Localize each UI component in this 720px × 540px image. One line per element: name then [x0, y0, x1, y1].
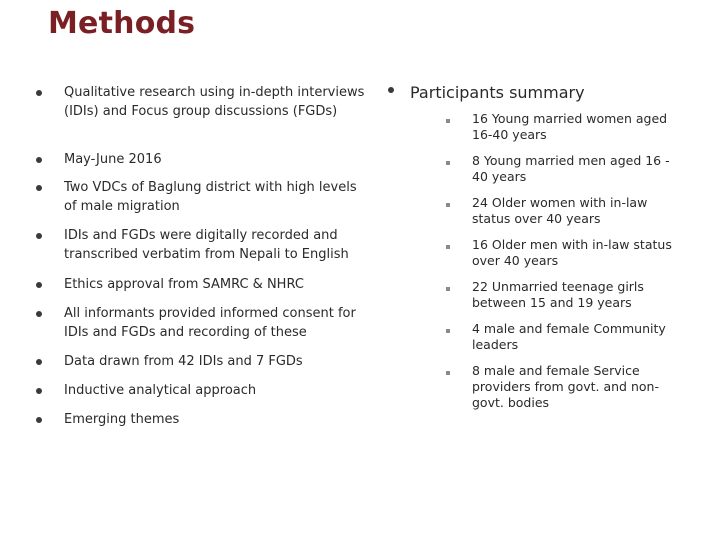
square-bullet-icon [446, 287, 450, 291]
participants-heading-text: Participants summary [410, 83, 585, 102]
bullet-icon [36, 233, 42, 239]
square-bullet-icon [446, 329, 450, 333]
bullet-icon [36, 90, 42, 96]
list-item-text: Two VDCs of Baglung district with high levels of male migration [64, 180, 357, 214]
list-item-text: Data drawn from 42 IDIs and 7 FGDs [64, 354, 303, 369]
list-item-text: 4 male and female Community leaders [472, 321, 666, 352]
bullet-icon [36, 282, 42, 288]
list-item-text: Qualitative research using in-depth interviews (IDIs) and Focus group discussions (FGDs) [64, 85, 365, 119]
list-item-text: 8 Young married men aged 16 - 40 years [472, 153, 670, 184]
bullet-icon [36, 359, 42, 365]
square-bullet-icon [446, 161, 450, 165]
list-item-text: 8 male and female Service providers from govt. and non-govt. bodies [472, 363, 659, 410]
bullet-icon [36, 185, 42, 191]
bullet-icon [36, 417, 42, 423]
list-item-text: Ethics approval from SAMRC & NHRC [64, 277, 304, 292]
bullet-icon [388, 87, 394, 93]
list-item-text: 16 Older men with in-law status over 40 years [472, 237, 672, 268]
square-bullet-icon [446, 371, 450, 375]
list-item-text: Inductive analytical approach [64, 383, 257, 398]
list-item-text: 16 Young married women aged 16-40 years [472, 111, 668, 142]
bullet-icon [36, 311, 42, 317]
list-item-text: IDIs and FGDs were digitally recorded and transcribed verbatim from Nepali to English [64, 228, 349, 262]
square-bullet-icon [446, 119, 450, 123]
square-bullet-icon [446, 203, 450, 207]
bullet-icon [36, 157, 42, 163]
bullet-icon [36, 388, 42, 394]
square-bullet-icon [446, 245, 450, 249]
list-item-text: 24 Older women with in-law status over 40 years [472, 195, 648, 226]
list-item-text: May-June 2016 [64, 152, 162, 167]
list-item-text: All informants provided informed consent for IDIs and FGDs and recording of these [64, 306, 356, 340]
list-item-text: Emerging themes [64, 412, 180, 427]
slide-title: Methods [48, 6, 196, 41]
list-item-text: 22 Unmarried teenage girls between 15 and 19 years [472, 279, 644, 310]
